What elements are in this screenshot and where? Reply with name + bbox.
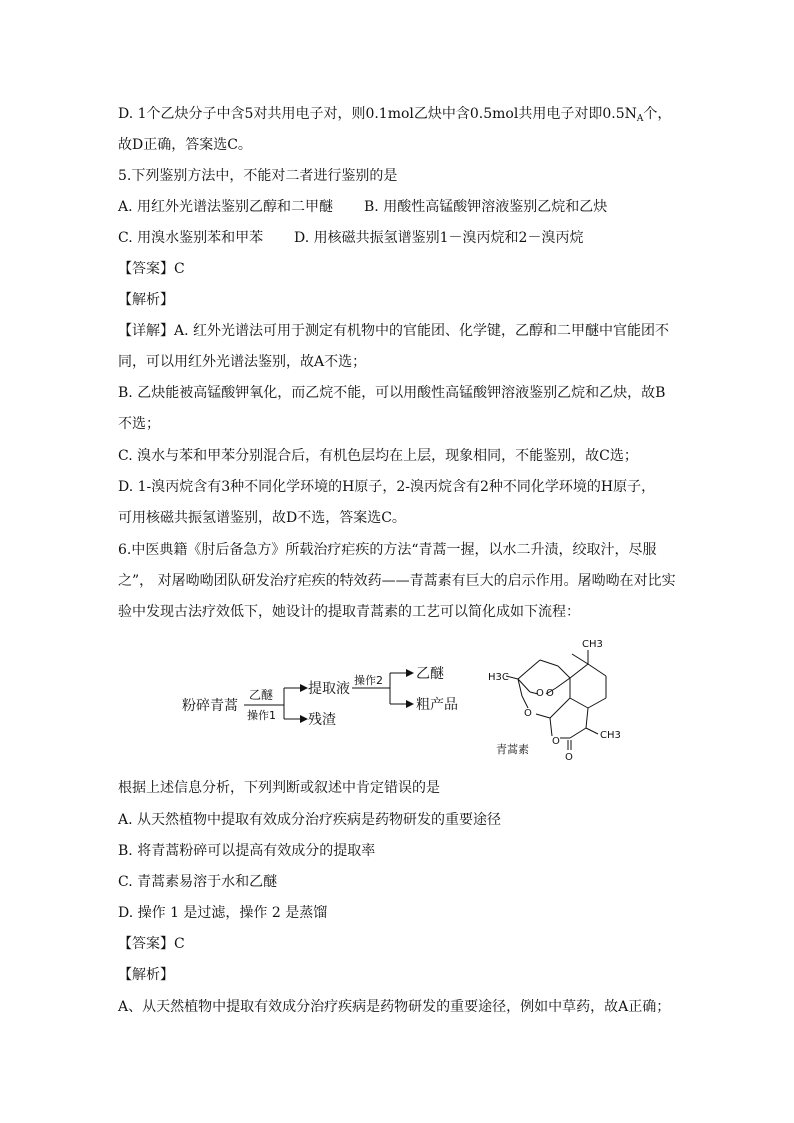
artemisinin-structure [484, 632, 634, 762]
flow-op1-label: 操作1 [247, 709, 276, 722]
text-line: 【答案】C [118, 936, 185, 952]
text-line: 验中发现古法疗效低下，她设计的提取青蒿素的工艺可以简化成如下流程： [118, 604, 580, 620]
text-line: 5.下列鉴别方法中，不能对二者进行鉴别的是 [118, 168, 398, 184]
flow-start-label: 粉碎青蒿 [182, 698, 238, 714]
text-line: 【答案】C [118, 261, 185, 277]
methyl-left-label: H3C [488, 672, 509, 683]
methyl-right-label: CH3 [600, 730, 621, 741]
text-line: 【详解】A. 红外光谱法可用于测定有机物中的官能团、化学键，乙醇和二甲醚中官能团不 [118, 323, 670, 339]
methyl-top-label: CH3 [582, 639, 603, 650]
text-line: 可用核磁共振氢谱鉴别，故D不选，答案选C。 [118, 510, 406, 526]
flow-ether-out-label: 乙醚 [416, 666, 444, 682]
text-line: B. 将青蒿粉碎可以提高有效成分的提取率 [118, 843, 376, 859]
flow-op2-label: 操作2 [354, 674, 383, 687]
structure-name: 青蒿素 [496, 743, 529, 756]
arrowhead-icon [406, 669, 414, 677]
answer-option: C. 用溴水鉴别苯和甲苯 [118, 230, 264, 246]
extraction-flowchart [178, 655, 468, 735]
carbonyl-oxygen-label: O [565, 752, 573, 762]
text-line: C. 溴水与苯和甲苯分别混合后，有机色层均在上层，现象相同，不能鉴别，故C选； [118, 448, 638, 464]
text-line: D. 1个乙炔分子中含5对共用电子对，则0.1mol乙炔中含0.5mol共用电子对即$0.5N_A$个， [118, 106, 672, 124]
peroxide-oxygen-2: O [546, 688, 554, 699]
text-line: 故D正确，答案选C。 [118, 137, 252, 153]
answer-option: A. 用红外光谱法鉴别乙醇和二甲醚 [118, 199, 334, 215]
flow-extract-label: 提取液 [308, 681, 350, 697]
text-line: D. 操作 1 是过滤，操作 2 是蒸馏 [118, 905, 328, 921]
text-line: B. 乙炔能被高锰酸钾氧化，而乙烷不能，可以用酸性高锰酸钾溶液鉴别乙烷和乙炔，故B [118, 385, 666, 401]
text-line: D. 1-溴丙烷含有3种不同化学环境的H原子，2-溴丙烷含有2种不同化学环境的H原子， [118, 479, 656, 495]
answer-option: D. 用核磁共振氢谱鉴别1－溴丙烷和2－溴丙烷 [294, 230, 584, 246]
text-line: 根据上述信息分析，下列判断或叙述中肯定错误的是 [118, 780, 440, 796]
text-line: C. 青蒿素易溶于水和乙醚 [118, 874, 278, 890]
text-line: 不选； [118, 416, 160, 432]
flow-residue-label: 残渣 [308, 712, 336, 728]
text-line: A. 从天然植物中提取有效成分治疗疾病是药物研发的重要途径 [118, 812, 502, 828]
text-line: 【解析】 [118, 967, 174, 983]
text-line: 同，可以用红外光谱法鉴别，故A不选； [118, 354, 367, 370]
answer-option: B. 用酸性高锰酸钾溶液鉴别乙烷和乙炔 [364, 199, 608, 215]
flow-crude-label: 粗产品 [416, 697, 458, 713]
text-line: 【解析】 [118, 292, 174, 308]
arrowhead-icon [300, 684, 308, 692]
text-line: A、从天然植物中提取有效成分治疗疾病是药物研发的重要途径，例如中草药，故A正确； [118, 999, 671, 1015]
ring-oxygen-1: O [524, 708, 532, 719]
peroxide-oxygen-1: O [536, 688, 544, 699]
arrowhead-icon [406, 700, 414, 708]
arrowhead-icon [300, 715, 308, 723]
text-line: 之”， 对屠呦呦团队研发治疗疟疾的特效药——青蒿素有巨大的启示作用。屠呦呦在对比实 [118, 573, 676, 589]
ring-oxygen-2: O [552, 736, 560, 747]
flow-reagent-label: 乙醚 [249, 688, 274, 702]
text-line: 6.中医典籍《肘后备急方》所载治疗疟疾的方法“青蒿一握，以水二升渍，绞取汁，尽服 [118, 542, 657, 558]
